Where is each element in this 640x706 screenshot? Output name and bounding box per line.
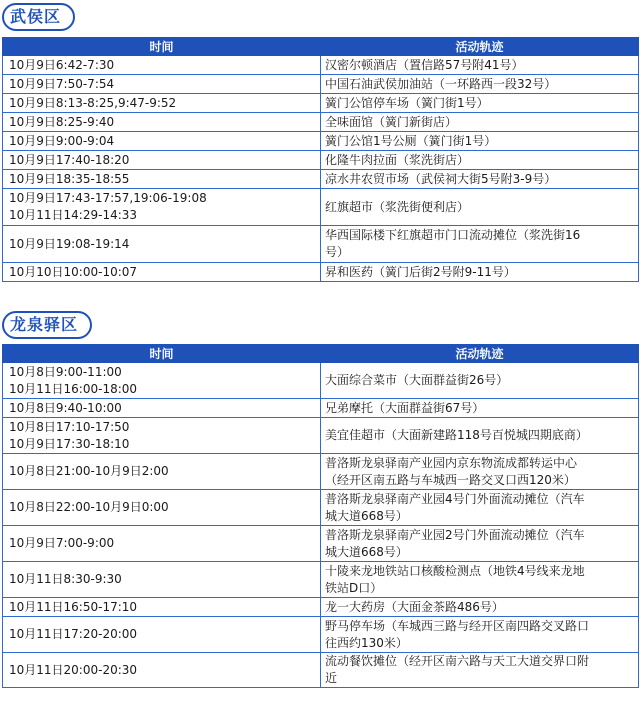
trace-cell: 红旗超市（浆洗街便利店） — [321, 189, 639, 226]
trace-cell: 普洛斯龙泉驿南产业园4号门外面流动摊位（汽车 城大道668号） — [321, 490, 639, 526]
time-cell: 10月10日10:00-10:07 — [3, 263, 321, 282]
table-row — [3, 226, 639, 263]
time-cell: 10月9日17:43-17:57,19:06-19:08 10月11日14:29-14:33 — [3, 189, 321, 226]
table-row — [3, 75, 639, 94]
time-cell: 10月9日19:08-19:14 — [3, 226, 321, 263]
trace-cell: 华西国际楼下红旗超市门口流动摊位（浆洗街16 号） — [321, 226, 639, 263]
table-row — [3, 399, 639, 418]
trace-cell: 簧门公馆停车场（簧门街1号） — [321, 94, 639, 113]
time-cell: 10月9日18:35-18:55 — [3, 170, 321, 189]
trace-table-longquanyi — [2, 344, 639, 688]
table-row — [3, 151, 639, 170]
trace-cell: 普洛斯龙泉驿南产业园内京东物流成都转运中心 （经开区南五路与车城西一路交叉口西120米） — [321, 454, 639, 490]
time-cell: 10月11日17:20-20:00 — [3, 617, 321, 653]
time-cell: 10月9日8:13-8:25,9:47-9:52 — [3, 94, 321, 113]
time-cell: 10月11日8:30-9:30 — [3, 562, 321, 598]
table-row — [3, 418, 639, 454]
trace-cell: 流动餐饮摊位（经开区南六路与天工大道交界口附 近 — [321, 653, 639, 688]
trace-cell: 汉密尔顿酒店（置信路57号附41号） — [321, 56, 639, 75]
time-cell: 10月8日21:00-10月9日2:00 — [3, 454, 321, 490]
time-cell: 10月11日16:50-17:10 — [3, 598, 321, 617]
trace-cell: 兄弟摩托（大面群益街67号） — [321, 399, 639, 418]
trace-cell: 昇和医药（簧门后街2号附9-11号） — [321, 263, 639, 282]
time-cell: 10月9日6:42-7:30 — [3, 56, 321, 75]
trace-cell: 十陵来龙地铁站口核酸检测点（地铁4号线来龙地 铁站D口） — [321, 562, 639, 598]
table-row — [3, 562, 639, 598]
table-row — [3, 94, 639, 113]
trace-cell: 全味面馆（簧门新街店） — [321, 113, 639, 132]
column-header-trace: 活动轨迹 — [321, 345, 639, 363]
trace-cell: 化隆牛肉拉面（浆洗街店） — [321, 151, 639, 170]
trace-cell: 普洛斯龙泉驿南产业园2号门外面流动摊位（汽车 城大道668号） — [321, 526, 639, 562]
table-row — [3, 653, 639, 688]
trace-cell: 中国石油武侯加油站（一环路西一段32号） — [321, 75, 639, 94]
table-row — [3, 132, 639, 151]
district-title: 龙泉驿区 — [10, 315, 79, 334]
time-cell: 10月9日17:40-18:20 — [3, 151, 321, 170]
time-cell: 10月9日7:50-7:54 — [3, 75, 321, 94]
table-row — [3, 263, 639, 282]
table-row — [3, 56, 639, 75]
table-row — [3, 598, 639, 617]
trace-cell: 美宜佳超市（大面新建路118号百悦城四期底商） — [321, 418, 639, 454]
time-cell: 10月9日8:25-9:40 — [3, 113, 321, 132]
table-row — [3, 454, 639, 490]
time-cell: 10月8日9:40-10:00 — [3, 399, 321, 418]
time-cell: 10月9日9:00-9:04 — [3, 132, 321, 151]
table-row — [3, 526, 639, 562]
trace-cell: 龙一大药房（大面金茶路486号） — [321, 598, 639, 617]
table-row — [3, 113, 639, 132]
table-row — [3, 617, 639, 653]
table-header-row — [3, 38, 639, 56]
time-cell: 10月8日22:00-10月9日0:00 — [3, 490, 321, 526]
table-header-row — [3, 345, 639, 363]
district-tag-wuhou — [2, 3, 75, 31]
time-cell: 10月8日17:10-17:50 10月9日17:30-18:10 — [3, 418, 321, 454]
time-cell: 10月8日9:00-11:00 10月11日16:00-18:00 — [3, 363, 321, 399]
table-row — [3, 189, 639, 226]
trace-table-wuhou — [2, 37, 639, 282]
table-row — [3, 170, 639, 189]
trace-cell: 凉水井农贸市场（武侯祠大街5号附3-9号） — [321, 170, 639, 189]
trace-cell: 大面综合菜市（大面群益街26号） — [321, 363, 639, 399]
trace-cell: 野马停车场（车城西三路与经开区南四路交叉路口 往西约130米） — [321, 617, 639, 653]
time-cell: 10月9日7:00-9:00 — [3, 526, 321, 562]
district-title: 武侯区 — [10, 7, 62, 26]
table-row — [3, 490, 639, 526]
time-cell: 10月11日20:00-20:30 — [3, 653, 321, 688]
trace-cell: 簧门公馆1号公厕（簧门街1号） — [321, 132, 639, 151]
column-header-time: 时间 — [3, 345, 321, 363]
column-header-trace: 活动轨迹 — [321, 38, 639, 56]
district-tag-longquanyi — [2, 311, 92, 339]
column-header-time: 时间 — [3, 38, 321, 56]
table-row — [3, 363, 639, 399]
